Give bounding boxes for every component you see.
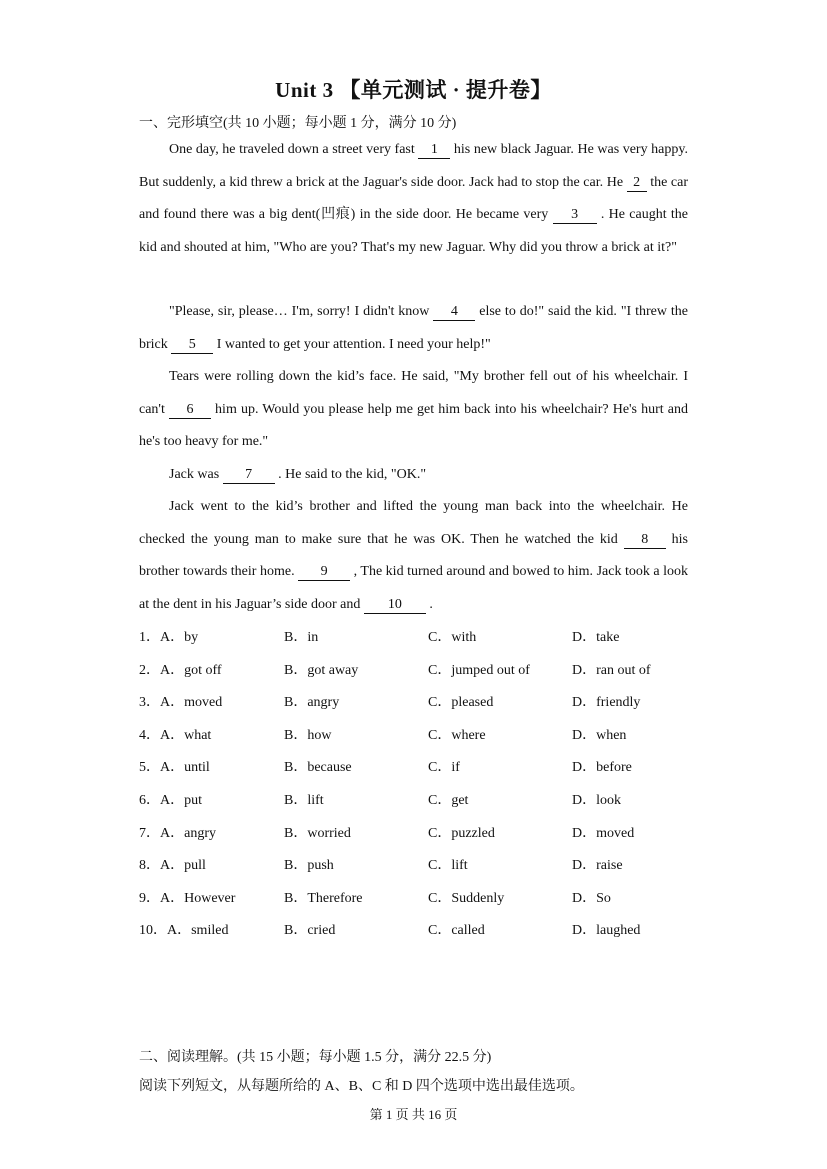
option-c: C．get — [428, 792, 469, 808]
passage-paragraph-1: One day, he traveled down a street very fast 1 his new black Jaguar. He was very happy. But suddenly, a kid threw a brick at the Jaguar's side door. Jack had to stop the car. He 2 the car and found there was a big dent(凹痕) in the side door. He became very 3 . He caught the kid and shouted at him, "Who are you? That's my new Jaguar. Why did you throw a brick at it?" — [139, 142, 688, 255]
option-d: D．raise — [572, 858, 623, 874]
option-row — [139, 850, 699, 883]
blank-1: 1 — [418, 142, 450, 159]
option-b: B．cried — [284, 923, 336, 939]
blank-6: 6 — [169, 402, 211, 419]
section-2-instruction: 阅读下列短文，从每题所给的 A、B、C 和 D 四个选项中选出最佳选项。 — [139, 1079, 584, 1094]
option-d: D．friendly — [572, 695, 641, 711]
option-d: D．So — [572, 890, 611, 906]
blank-3: 3 — [553, 207, 597, 224]
blank-4: 4 — [433, 304, 475, 321]
blank-9: 9 — [298, 564, 350, 581]
option-b: B．because — [284, 760, 352, 776]
option-a: 4．A．what — [139, 727, 212, 743]
page-footer: 第 1 页 共 16 页 — [369, 1107, 458, 1122]
option-d: D．look — [572, 792, 621, 808]
blank-5: 5 — [171, 337, 213, 354]
option-a: 1．A．by — [139, 630, 199, 645]
option-d: D．before — [572, 760, 632, 776]
option-c: C．puzzled — [428, 825, 495, 841]
passage-paragraph-4: Jack was 7 . He said to the kid, "OK." — [169, 467, 427, 482]
passage-paragraph-3: Tears were rolling down the kid’s face. He said, "My brother fell out of his wheelchair. I can't 6 him up. Would you please help me get him back into his wheelchair? He's hurt and he's too heavy for me." — [139, 369, 688, 450]
option-b: B．angry — [284, 695, 340, 711]
option-c: C．Suddenly — [428, 890, 505, 906]
option-c: C．pleased — [428, 695, 494, 711]
blank-8: 8 — [624, 532, 666, 549]
option-c: C．called — [428, 923, 485, 939]
option-b: B．how — [284, 727, 332, 743]
option-row — [139, 785, 699, 818]
option-a: 7．A．angry — [139, 825, 216, 841]
option-c: C．where — [428, 727, 486, 743]
blank-7: 7 — [223, 467, 275, 484]
option-row — [139, 655, 699, 688]
page-title: Unit 3 【单元测试 · 提升卷】 — [275, 78, 552, 102]
option-row — [139, 687, 699, 720]
option-d: D．moved — [572, 825, 635, 841]
option-c: C．jumped out of — [428, 662, 530, 678]
option-a: 9．A．However — [139, 890, 236, 906]
option-c: C．lift — [428, 858, 468, 874]
option-b: B．in — [284, 630, 319, 645]
option-a: 10．A．smiled — [139, 923, 229, 939]
option-a: 2．A．got off — [139, 662, 222, 678]
option-row — [139, 915, 699, 948]
option-b: B．Therefore — [284, 890, 363, 906]
option-a: 5．A．until — [139, 760, 210, 776]
passage-paragraph-2: "Please, sir, please… I'm, sorry! I didn't know 4 else to do!" said the kid. "I threw the brick 5 I wanted to get your attention. I need your help!" — [139, 304, 689, 352]
passage-paragraph-5: Jack went to the kid’s brother and lifted the young man back into the wheelchair. He checked the young man to make sure that he was OK. Then he watched the kid 8 his brother towards their home. 9 , The kid turned around and bowed to him. Jack took a look at the dent in his Jaguar’s side door and 10 . — [139, 499, 689, 612]
section-2-heading: 二、阅读理解。(共 15 小题；每小题 1.5 分，满分 22.5 分) — [139, 1050, 492, 1065]
option-b: B．lift — [284, 792, 324, 808]
options-list — [139, 622, 699, 948]
option-row — [139, 752, 699, 785]
option-c: C．with — [428, 630, 477, 645]
option-d: D．laughed — [572, 923, 641, 939]
option-row — [139, 818, 699, 851]
blank-10: 10 — [364, 597, 426, 614]
option-a: 6．A．put — [139, 792, 202, 808]
section-1-heading: 一、完形填空(共 10 小题；每小题 1 分，满分 10 分) — [139, 116, 457, 131]
blank-2: 2 — [627, 175, 647, 192]
option-b: B．push — [284, 858, 334, 874]
option-d: D．take — [572, 630, 620, 645]
option-row — [139, 720, 699, 753]
option-a: 8．A．pull — [139, 858, 206, 874]
option-row — [139, 883, 699, 916]
option-d: D．when — [572, 727, 627, 743]
option-b: B．worried — [284, 825, 351, 841]
option-c: C．if — [428, 760, 460, 776]
option-a: 3．A．moved — [139, 695, 223, 711]
option-b: B．got away — [284, 662, 359, 678]
option-d: D．ran out of — [572, 662, 651, 678]
option-row — [139, 622, 699, 655]
